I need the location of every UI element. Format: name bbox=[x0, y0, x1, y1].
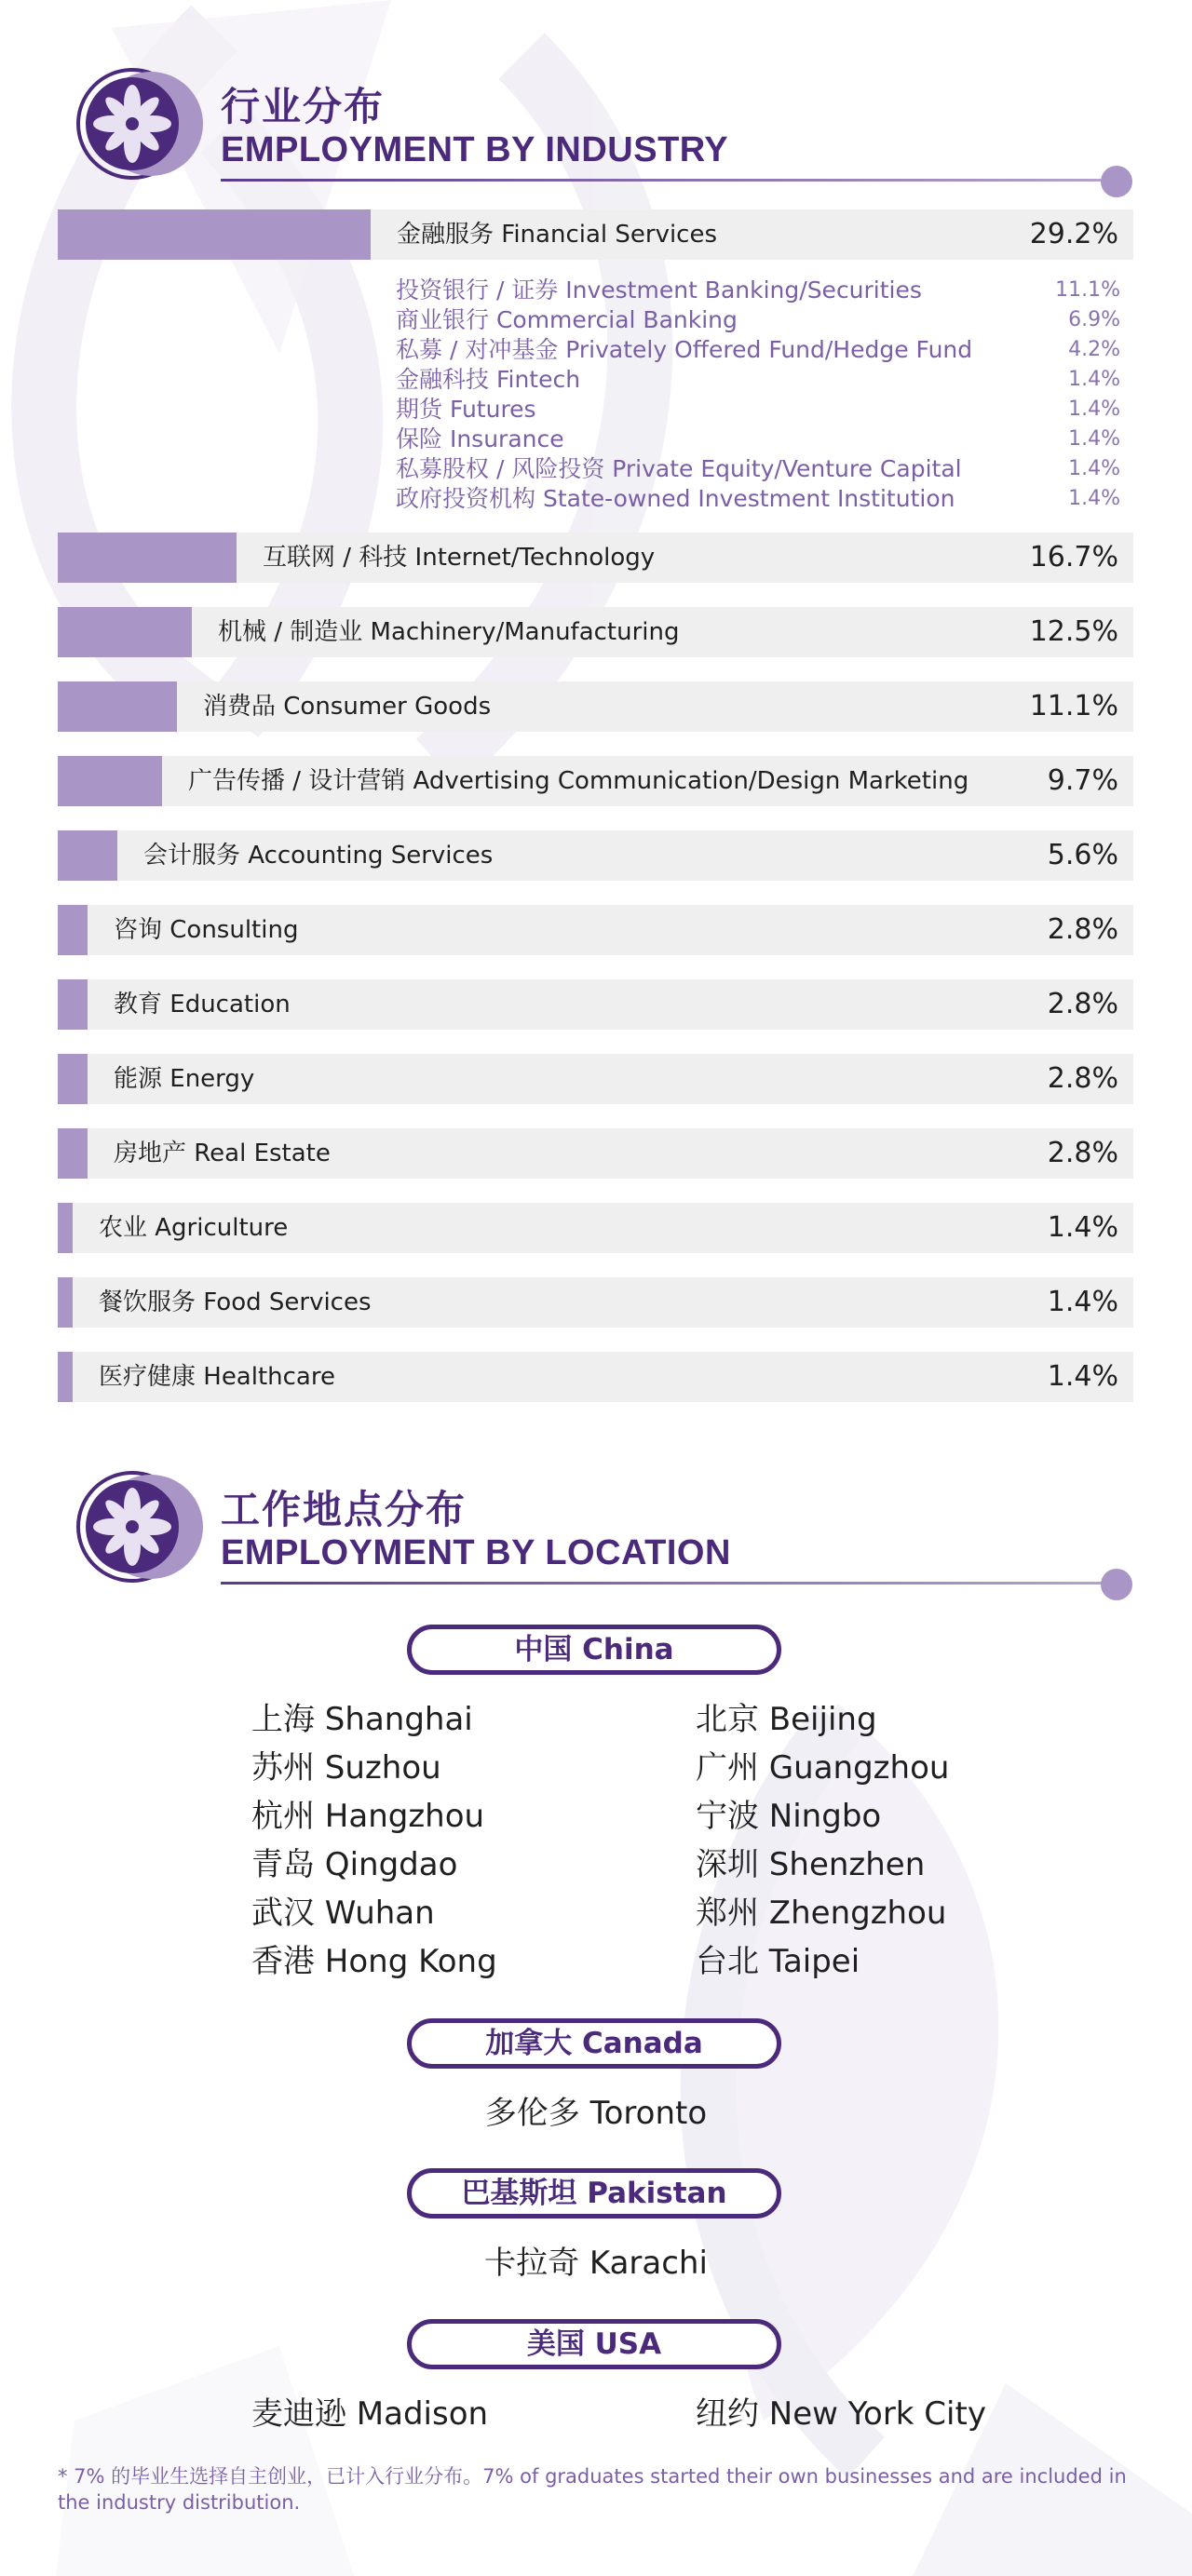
industry-bar-fill bbox=[58, 1352, 73, 1402]
industry-bar-fill bbox=[58, 1054, 88, 1104]
industry-value: 2.8% bbox=[1047, 913, 1118, 946]
sub-label: 政府投资机构 State-owned Investment Institution bbox=[396, 485, 955, 512]
industry-label: 医疗健康 Healthcare bbox=[99, 1363, 335, 1391]
city-item: 纽约 New York City bbox=[696, 2395, 986, 2433]
industry-title-en: EMPLOYMENT BY INDUSTRY bbox=[221, 130, 729, 169]
list-item bbox=[396, 305, 1120, 335]
list-item bbox=[396, 365, 1120, 395]
industry-bar-row bbox=[58, 533, 1133, 583]
city-item: 郑州 Zhengzhou bbox=[696, 1895, 947, 1932]
industry-value: 29.2% bbox=[1029, 218, 1118, 250]
industry-label: 餐饮服务 Food Services bbox=[99, 1288, 372, 1316]
industry-bar-fill bbox=[58, 979, 88, 1030]
industry-bar-row bbox=[58, 681, 1133, 732]
industry-label: 房地产 Real Estate bbox=[114, 1140, 331, 1167]
city-item: 广州 Guangzhou bbox=[696, 1749, 950, 1787]
list-item bbox=[396, 276, 1120, 305]
industry-bar-fill bbox=[58, 830, 117, 881]
location-title-cn: 工作地点分布 bbox=[221, 1487, 467, 1532]
header-divider bbox=[221, 1582, 1110, 1585]
header-dot bbox=[1101, 1569, 1132, 1600]
list-item bbox=[396, 395, 1120, 425]
industry-value: 1.4% bbox=[1047, 1360, 1118, 1393]
industry-label: 金融服务 Financial Services bbox=[397, 221, 718, 249]
industry-title-cn: 行业分布 bbox=[221, 84, 386, 129]
country-pill-canada: 加拿大 Canada bbox=[407, 2018, 781, 2069]
industry-value: 2.8% bbox=[1047, 988, 1118, 1020]
sub-label: 私募 / 对冲基金 Privately Offered Fund/Hedge Fund bbox=[396, 336, 973, 363]
sub-value: 6.9% bbox=[1068, 308, 1120, 331]
city-item: 卡拉奇 Karachi bbox=[484, 2245, 708, 2282]
industry-bar-row bbox=[58, 1277, 1133, 1328]
industry-bar-row bbox=[58, 830, 1133, 881]
industry-label: 农业 Agriculture bbox=[99, 1214, 289, 1242]
country-pill-usa: 美国 USA bbox=[407, 2319, 781, 2369]
location-title-en: EMPLOYMENT BY LOCATION bbox=[221, 1533, 731, 1572]
industry-label: 互联网 / 科技 Internet/Technology bbox=[263, 544, 656, 572]
financial-services-breakdown bbox=[396, 276, 1120, 514]
industry-bar-row bbox=[58, 1128, 1133, 1179]
industry-bar-fill bbox=[58, 681, 177, 732]
industry-bar-row bbox=[58, 905, 1133, 955]
city-item: 多伦多 Toronto bbox=[484, 2095, 708, 2132]
industry-value: 1.4% bbox=[1047, 1211, 1118, 1244]
industry-value: 9.7% bbox=[1047, 764, 1118, 797]
industry-value: 16.7% bbox=[1029, 541, 1118, 573]
industry-bar-row bbox=[58, 607, 1133, 657]
list-item bbox=[396, 335, 1120, 365]
list-item bbox=[396, 425, 1120, 454]
flower-logo-icon bbox=[58, 63, 216, 184]
sub-label: 期货 Futures bbox=[396, 396, 536, 423]
country-pill-pakistan: 巴基斯坦 Pakistan bbox=[407, 2168, 781, 2219]
sub-label: 保险 Insurance bbox=[396, 425, 564, 452]
location-section-header bbox=[58, 1466, 1133, 1587]
sub-value: 1.4% bbox=[1068, 427, 1120, 451]
country-pill-china: 中国 China bbox=[407, 1625, 781, 1675]
industry-label: 教育 Education bbox=[114, 991, 291, 1018]
city-item: 苏州 Suzhou bbox=[251, 1749, 441, 1787]
industry-label: 能源 Energy bbox=[114, 1065, 255, 1093]
city-item: 台北 Taipei bbox=[696, 1943, 860, 1980]
sub-label: 私募股权 / 风险投资 Private Equity/Venture Capital bbox=[396, 455, 962, 482]
industry-bar-fill bbox=[58, 607, 192, 657]
industry-bar-row bbox=[58, 979, 1133, 1030]
header-divider bbox=[221, 179, 1110, 182]
sub-label: 商业银行 Commercial Banking bbox=[396, 306, 738, 333]
sub-value: 1.4% bbox=[1068, 368, 1120, 391]
list-item bbox=[396, 454, 1120, 484]
industry-bar-row bbox=[58, 756, 1133, 806]
sub-value: 4.2% bbox=[1068, 338, 1120, 361]
city-item: 青岛 Qingdao bbox=[251, 1846, 458, 1883]
industry-bar-fill bbox=[58, 756, 162, 806]
sub-label: 金融科技 Fintech bbox=[396, 366, 581, 393]
industry-bar-fill bbox=[58, 209, 371, 260]
industry-label: 消费品 Consumer Goods bbox=[203, 693, 492, 721]
industry-value: 12.5% bbox=[1029, 615, 1118, 648]
industry-label: 广告传播 / 设计营销 Advertising Communication/Design Marketing bbox=[188, 767, 969, 795]
industry-bar-fill bbox=[58, 533, 237, 583]
industry-bar-row bbox=[58, 1203, 1133, 1253]
sub-value: 1.4% bbox=[1068, 487, 1120, 510]
flower-logo-icon bbox=[58, 1466, 216, 1587]
city-item: 北京 Beijing bbox=[696, 1701, 877, 1738]
city-item: 杭州 Hangzhou bbox=[251, 1798, 485, 1835]
footnote: * 7% 的毕业生选择自主创业，已计入行业分布。7% of graduates started their own businesses and are included in the industry distribution. bbox=[58, 2465, 1127, 2514]
city-item: 宁波 Ningbo bbox=[696, 1798, 882, 1835]
city-item: 武汉 Wuhan bbox=[251, 1895, 435, 1932]
industry-value: 1.4% bbox=[1047, 1286, 1118, 1318]
industry-bar-row bbox=[58, 1054, 1133, 1104]
industry-label: 咨询 Consulting bbox=[114, 916, 299, 944]
city-item: 麦迪逊 Madison bbox=[251, 2395, 489, 2433]
sub-value: 1.4% bbox=[1068, 457, 1120, 480]
sub-label: 投资银行 / 证券 Investment Banking/Securities bbox=[396, 276, 922, 303]
industry-label: 会计服务 Accounting Services bbox=[143, 842, 494, 870]
header-dot bbox=[1101, 166, 1132, 197]
list-item bbox=[396, 484, 1120, 514]
sub-value: 11.1% bbox=[1055, 278, 1120, 302]
industry-bar-row bbox=[58, 209, 1133, 260]
industry-value: 11.1% bbox=[1029, 690, 1118, 722]
industry-value: 5.6% bbox=[1047, 839, 1118, 871]
sub-value: 1.4% bbox=[1068, 398, 1120, 421]
industry-section-header bbox=[58, 63, 1133, 184]
industry-bar-fill bbox=[58, 1128, 88, 1179]
city-item: 上海 Shanghai bbox=[251, 1701, 473, 1738]
industry-bar-fill bbox=[58, 1203, 73, 1253]
city-item: 深圳 Shenzhen bbox=[696, 1846, 926, 1883]
industry-label: 机械 / 制造业 Machinery/Manufacturing bbox=[218, 618, 680, 646]
industry-value: 2.8% bbox=[1047, 1062, 1118, 1095]
industry-value: 2.8% bbox=[1047, 1137, 1118, 1169]
industry-bar-fill bbox=[58, 1277, 73, 1328]
industry-bar-row bbox=[58, 1352, 1133, 1402]
city-item: 香港 Hong Kong bbox=[251, 1943, 497, 1980]
industry-bar-fill bbox=[58, 905, 88, 955]
